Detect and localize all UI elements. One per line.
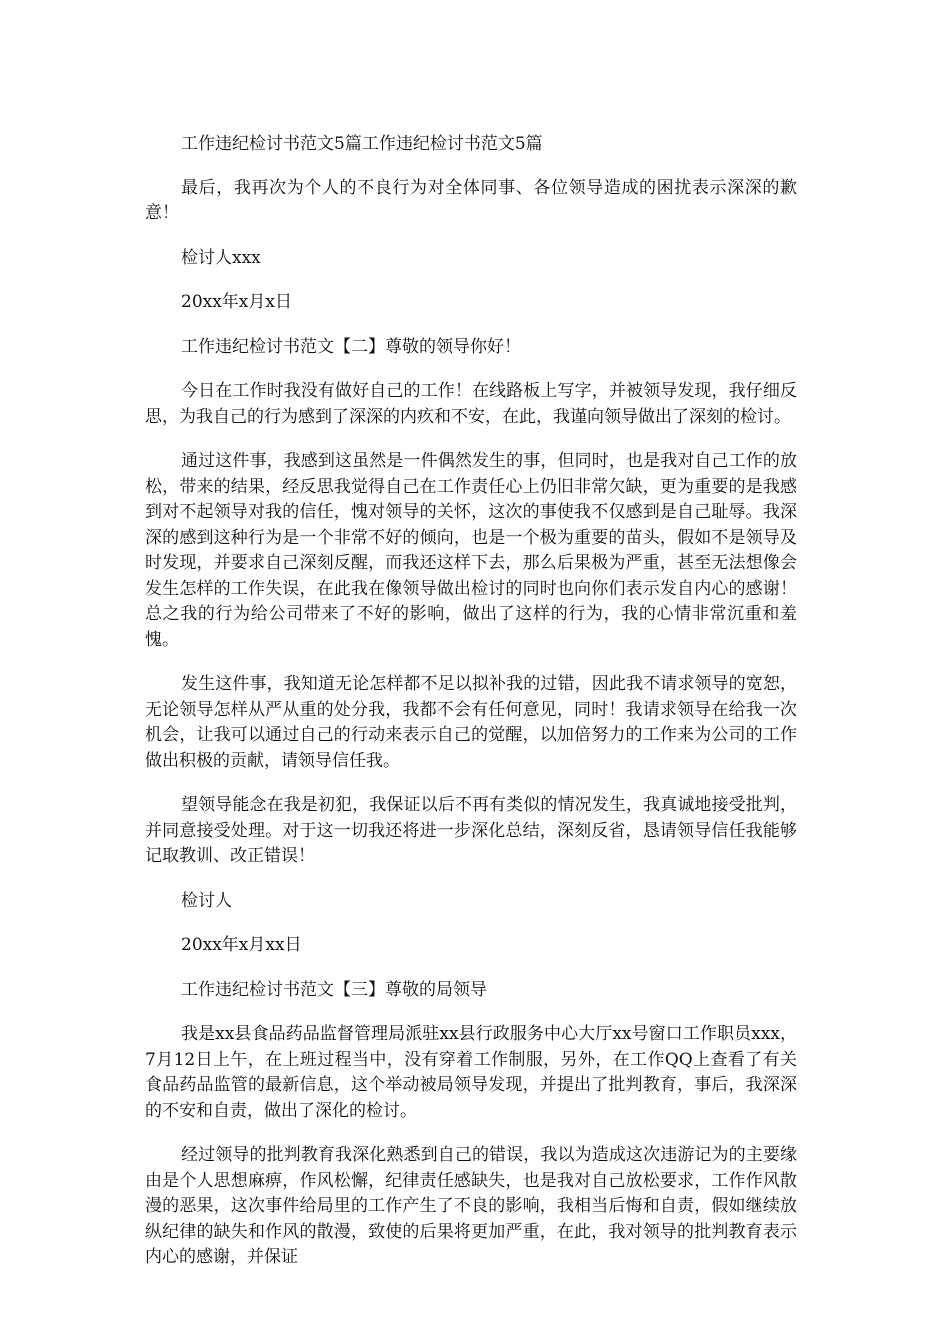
document-page — [145, 132, 797, 1290]
body-paragraph: 发生这件事，我知道无论怎样都不足以拟补我的过错，因此我不请求领导的宽恕，无论领导怎样从严从重的处分我，我都不会有任何意见，同时！我请求领导在给我一次机会，让我可以通过自己的行动来表示自己的觉醒，以加倍努力的工作来为公司的工作做出积极的贡献，请领导信任我。 — [145, 674, 797, 771]
signature-line: 检讨人 — [181, 890, 232, 911]
closing-apology-paragraph: 最后，我再次为个人的不良行为对全体同事、各位领导造成的困扰表示深深的歉意！ — [145, 177, 797, 223]
section-heading-three: 工作违纪检讨书范文【三】尊敬的局领导 — [181, 979, 487, 1000]
body-paragraph: 我是xx县食品药品监督管理局派驻xx县行政服务中心大厅xx号窗口工作职员xxx，7月12日上午，在上班过程当中，没有穿着工作制服，另外，在工作QQ上查看了有关食品药品监管的最新信息，这个举动被局领导发现，并提出了批判教育，事后，我深深的不安和自责，做出了深化的检讨。 — [145, 1024, 797, 1121]
body-paragraph: 通过这件事，我感到这虽然是一件偶然发生的事，但同时，也是我对自己工作的放松，带来的结果，经反思我觉得自己在工作责任心上仍旧非常欠缺，更为重要的是我感到对不起领导对我的信任，愧对领导的关怀，这次的事使我不仅感到是自己耻辱。我深深的感到这种行为是一个非常不好的倾向，也是一个极为重要的苗头，假如不是领导及时发现，并要求自己深刻反醒，而我还这样下去，那么后果极为严重，甚至无法想像会发生怎样的工作失误，在此我在像领导做出检讨的同时也向你们表示发自内心的感谢！总之我的行为给公司带来了不好的影响，做出了这样的行为，我的心情非常沉重和羞愧。 — [145, 451, 797, 650]
document-heading: 工作违纪检讨书范文5篇工作违纪检讨书范文5篇 — [181, 134, 543, 154]
signature-line: 检讨人xxx — [181, 247, 261, 268]
section-heading-two: 工作违纪检讨书范文【二】尊敬的领导你好！ — [181, 336, 521, 357]
date-line: 20xx年x月xx日 — [181, 935, 302, 955]
body-paragraph: 望领导能念在我是初犯，我保证以后不再有类似的情况发生，我真诚地接受批判，并同意接受处理。对于这一切我还将进一步深化总结，深刻反省，恳请领导信任我能够记取教训、改正错误！ — [145, 795, 797, 866]
body-paragraph: 经过领导的批判教育我深化熟悉到自己的错误，我以为造成这次违游记为的主要缘由是个人思想麻痹，作风松懈，纪律责任感缺失，也是我对自己放松要求，工作作风散漫的恶果，这次事件给局里的工作产生了不良的影响，我相当后悔和自责，假如继续放纵纪律的缺失和作风的散漫，致使的后果将更加严重，在此，我对领导的批判教育表示内心的感谢，并保证 — [145, 1145, 797, 1267]
body-paragraph: 今日在工作时我没有做好自己的工作！在线路板上写字，并被领导发现，我仔细反思，为我自己的行为感到了深深的内疚和不安，在此，我谨向领导做出了深刻的检讨。 — [145, 381, 797, 427]
date-line: 20xx年x月x日 — [181, 292, 292, 312]
